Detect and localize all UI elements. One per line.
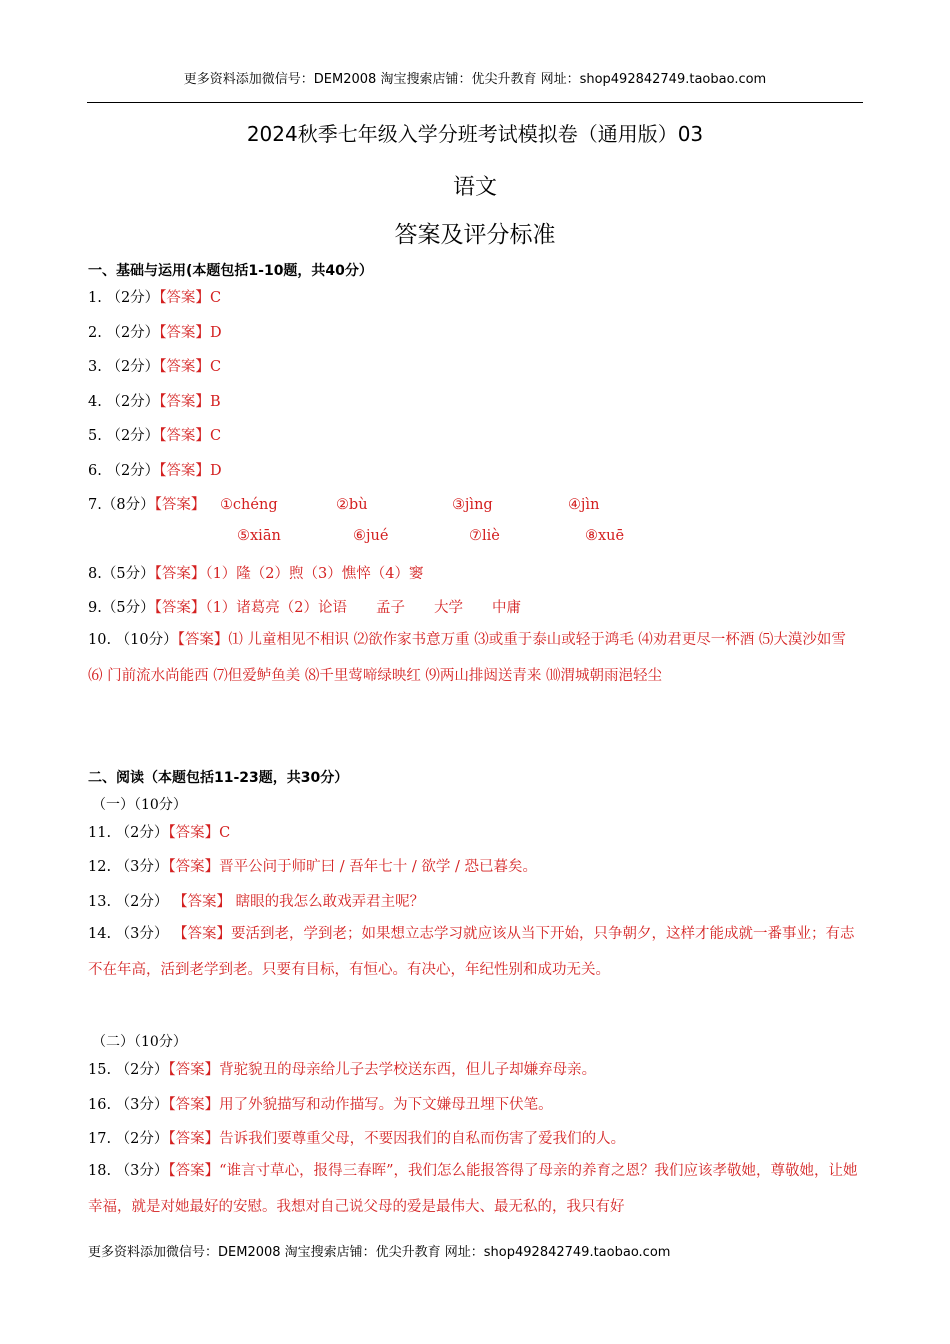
part-2-heading: （二）（10分） (92, 1034, 187, 1050)
page-title: 2024秋季七年级入学分班考试模拟卷（通用版）03 (246, 122, 704, 146)
answer-row-16 (88, 1093, 553, 1114)
question-score: （2分） (106, 359, 160, 375)
question-score: （2分） (106, 463, 160, 479)
answer-label: 【答案】 (173, 894, 232, 910)
part-1-heading: （一）（10分） (92, 797, 187, 813)
question-score: （10分） (115, 632, 178, 648)
answer-label: 【答案】 (159, 325, 210, 341)
answer-text: D (209, 325, 222, 341)
answer-label: 【答案】 (168, 1131, 220, 1147)
question-number: 5. (88, 428, 102, 444)
answer-label: 【答案】 (154, 497, 206, 513)
question-number: 8. (88, 566, 102, 582)
answer-text: “谁言寸草心，报得三春晖”，我们怎么能报答得了母亲的养育之恩？我们应该孝敬她，尊敬她，让她幸福，就是对她最好的安慰。我想对自己说父母的爱是最伟大、最无私的，我只有好 (88, 1163, 858, 1215)
header-note: 更多资料添加微信号：DEM2008 淘宝搜索店铺：优尖升教育 网址：shop492842749.taobao.com (183, 72, 767, 87)
pinyin-answer: ⑧xuē (585, 528, 625, 544)
question-number: 13. (88, 894, 112, 910)
pinyin-answer: ③jìng (451, 497, 493, 513)
pinyin-answer: ⑥jué (353, 528, 389, 544)
answer-label: 【答案】 (159, 463, 210, 479)
answer-label: 【答案】 (154, 566, 206, 582)
question-score: （3分） (115, 926, 169, 942)
answer-row-13 (88, 890, 424, 911)
answer-label: 【答案】 (168, 859, 220, 875)
question-number: 10. (88, 632, 112, 648)
answer-label: 【答案】 (177, 632, 229, 648)
answer-text: C (209, 428, 222, 444)
answer-row-9 (88, 596, 521, 617)
question-score: （2分） (106, 325, 160, 341)
question-number: 9. (88, 600, 102, 616)
pinyin-answer: ②bù (335, 497, 368, 513)
answer-text: ⑴ 儿童相见不相识 ⑵欲作家书意万重 ⑶或重于泰山或轻于鸿毛 ⑷劝君更尽一杯酒 ⑸大漠沙如雪 ⑹ 门前流水尚能西 ⑺但爱鲈鱼美 ⑻千里莺啼绿映红 ⑼两山排闼送青来 ⑽渭城朝雨浥轻尘 (88, 632, 846, 684)
answer-label: 【答案】 (168, 825, 220, 841)
answer-row-15 (88, 1058, 596, 1079)
question-score: （2分） (115, 825, 169, 841)
answer-row-6 (88, 459, 222, 480)
answer-text: 晋平公问于师旷曰 / 吾年七十 / 欲学 / 恐已暮矣。 (219, 859, 537, 875)
answer-row-7 (88, 493, 684, 514)
answer-text: C (219, 825, 231, 841)
question-number: 6. (88, 463, 102, 479)
question-score: （5分） (101, 566, 155, 582)
pinyin-answer: ④jìn (567, 497, 600, 513)
answer-row-5 (88, 424, 221, 445)
question-number: 4. (88, 394, 102, 410)
subject-title: 语文 (452, 175, 497, 200)
question-score: （2分） (115, 894, 169, 910)
question-score: （2分） (115, 1131, 169, 1147)
answer-text: D (209, 463, 222, 479)
question-number: 14. (88, 926, 112, 942)
answer-label: 【答案】 (168, 1062, 220, 1078)
answer-text: 瞎眼的我怎么敢戏弄君主呢？ (235, 894, 425, 910)
answer-text: （1）诸葛亮（2）论语 孟子 大学 中庸 (205, 600, 522, 616)
question-score: （2分） (106, 394, 160, 410)
pinyin-answer: ①chéng (219, 497, 278, 513)
question-number: 18. (88, 1163, 112, 1179)
answer-text: C (209, 290, 222, 306)
question-score: （3分） (115, 1097, 169, 1113)
answer-label: 【答案】 (159, 290, 210, 306)
question-score: （5分） (101, 600, 155, 616)
pinyin-answer: ⑦liè (469, 528, 500, 544)
footer-note: 更多资料添加微信号：DEM2008 淘宝搜索店铺：优尖升教育 网址：shop492842749.taobao.com (88, 1245, 671, 1260)
answer-label: 【答案】 (159, 428, 210, 444)
answer-row-1 (88, 286, 221, 307)
answer-row-18 (88, 1153, 864, 1225)
question-number: 3. (88, 359, 102, 375)
document-subtitle: 答案及评分标准 (394, 222, 556, 248)
question-score: （3分） (115, 1163, 169, 1179)
answer-label: 【答案】 (159, 394, 210, 410)
answer-row-4 (88, 390, 221, 411)
answer-row-2 (88, 321, 222, 342)
answer-text: 背驼貌丑的母亲给儿子去学校送东西，但儿子却嫌弃母亲。 (219, 1062, 597, 1078)
answer-text: 用了外貌描写和动作描写。为下文嫌母丑埋下伏笔。 (219, 1097, 553, 1113)
answer-label: 【答案】 (168, 1097, 220, 1113)
answer-label: 【答案】 (168, 1163, 220, 1179)
question-number: 7. (88, 497, 102, 513)
answer-text: 告诉我们要尊重父母，不要因我们的自私而伤害了爱我们的人。 (219, 1131, 626, 1147)
answer-row-10 (88, 622, 864, 694)
question-number: 2. (88, 325, 102, 341)
section-2-heading: 二、阅读（本题包括11-23题，共30分） (88, 770, 349, 786)
question-number: 16. (88, 1097, 112, 1113)
answer-row-8 (88, 562, 423, 583)
question-number: 15. (88, 1062, 112, 1078)
answer-text: 要活到老，学到老；如果想立志学习就应该从当下开始，只争朝夕，这样才能成就一番事业；有志不在年高，活到老学到老。只要有目标，有恒心。有决心，年纪性别和成功无关。 (88, 926, 855, 978)
answer-row-17 (88, 1127, 625, 1148)
answer-row-7-cont (237, 528, 701, 544)
answer-label: 【答案】 (159, 359, 210, 375)
answer-label: 【答案】 (154, 600, 206, 616)
question-number: 17. (88, 1131, 112, 1147)
question-number: 11. (88, 825, 112, 841)
answer-text: B (209, 394, 221, 410)
question-number: 1. (88, 290, 102, 306)
answer-row-14 (88, 916, 864, 988)
question-score: （2分） (115, 1062, 169, 1078)
question-score: （2分） (106, 428, 160, 444)
question-score: （8分） (101, 497, 155, 513)
answer-row-3 (88, 355, 221, 376)
section-1-heading: 一、基础与运用(本题包括1-10题，共40分） (88, 263, 373, 279)
answer-text: （1）隆（2）煦（3）憔悴（4）窭 (205, 566, 424, 582)
answer-label: 【答案】 (173, 926, 232, 942)
answer-row-12 (88, 855, 537, 876)
answer-row-11 (88, 821, 230, 842)
pinyin-answer: ⑤xiān (237, 528, 281, 544)
question-number: 12. (88, 859, 112, 875)
answer-text: C (209, 359, 222, 375)
header-divider (87, 102, 863, 103)
question-score: （3分） (115, 859, 169, 875)
question-score: （2分） (106, 290, 160, 306)
